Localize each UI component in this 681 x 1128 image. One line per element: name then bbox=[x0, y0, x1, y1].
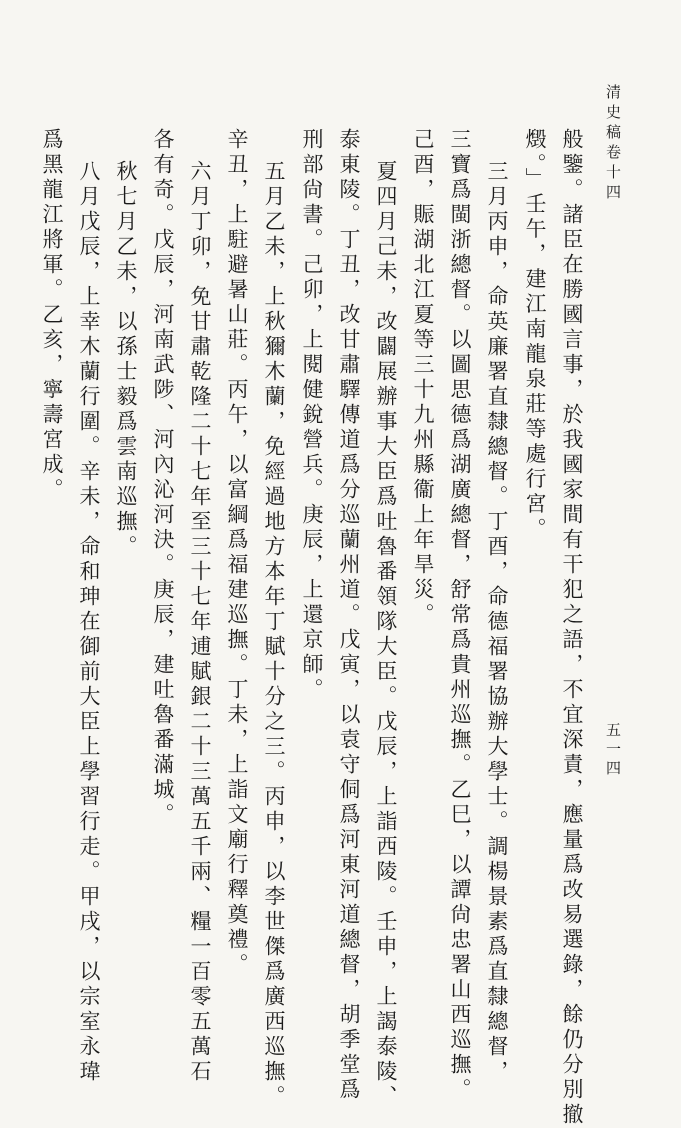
text-column: 泰東陵。丁丑，改甘肅驛傳道爲分巡蘭州道。戊寅，以袁守侗爲河東河道總督，胡季堂爲 bbox=[337, 128, 361, 1103]
text-column: 爲黑龍江將軍。乙亥，寧壽宮成。 bbox=[40, 128, 64, 503]
page-number: 五一四 bbox=[604, 722, 622, 779]
text-column: 三寶爲閩浙總督。以圖思德爲湖廣總督，舒常爲貴州巡撫。乙巳，以譚尙忠署山西巡撫。 bbox=[448, 128, 472, 1103]
text-column: 八月戊辰，上幸木蘭行圍。辛未，命和珅在御前大臣上學習行走。甲戌，以宗室永瑋 bbox=[77, 160, 101, 1085]
text-column: 秋七月乙未，以孫士毅爲雲南巡撫。 bbox=[114, 160, 138, 560]
text-column: 燬。」壬午，建江南龍泉莊等處行宮。 bbox=[523, 128, 547, 543]
text-column: 刑部尙書。己卯，上閱健銳營兵。庚辰，上還京師。 bbox=[300, 128, 324, 703]
text-column: 般鑒。諸臣在勝國言事，於我國家間有干犯之語，不宜深責，應量爲改易選錄，餘仍分別撤 bbox=[560, 128, 584, 1128]
text-column: 五月乙未，上秋獮木蘭，免經過地方本年丁賦十分之三。丙申，以李世傑爲廣西巡撫。 bbox=[262, 160, 286, 1110]
text-column: 己酉，賑湖北江夏等三十九州縣衞上年旱災。 bbox=[411, 128, 435, 628]
text-column: 六月丁卯，免甘肅乾隆二十七年至三十七年逋賦銀二十三萬五千兩、糧一百零五萬石 bbox=[188, 160, 212, 1085]
running-header-title: 清史稿卷十四 bbox=[604, 84, 622, 204]
text-column: 各有奇。戊辰，河南武陟、河內沁河決。庚辰，建吐魯番滿城。 bbox=[151, 128, 175, 828]
text-column: 辛丑，上駐避暑山莊。丙午，以富綱爲福建巡撫。丁未，上詣文廟行釋奠禮。 bbox=[225, 128, 249, 978]
text-column: 夏四月己未，改闢展辦事大臣爲吐魯番領隊大臣。戊辰，上詣西陵。壬申，上謁泰陵、 bbox=[374, 160, 398, 1110]
text-column: 三月丙申，命英廉署直隸總督。丁酉，命德福署協辦大學士。調楊景素爲直隸總督， bbox=[485, 160, 509, 1085]
